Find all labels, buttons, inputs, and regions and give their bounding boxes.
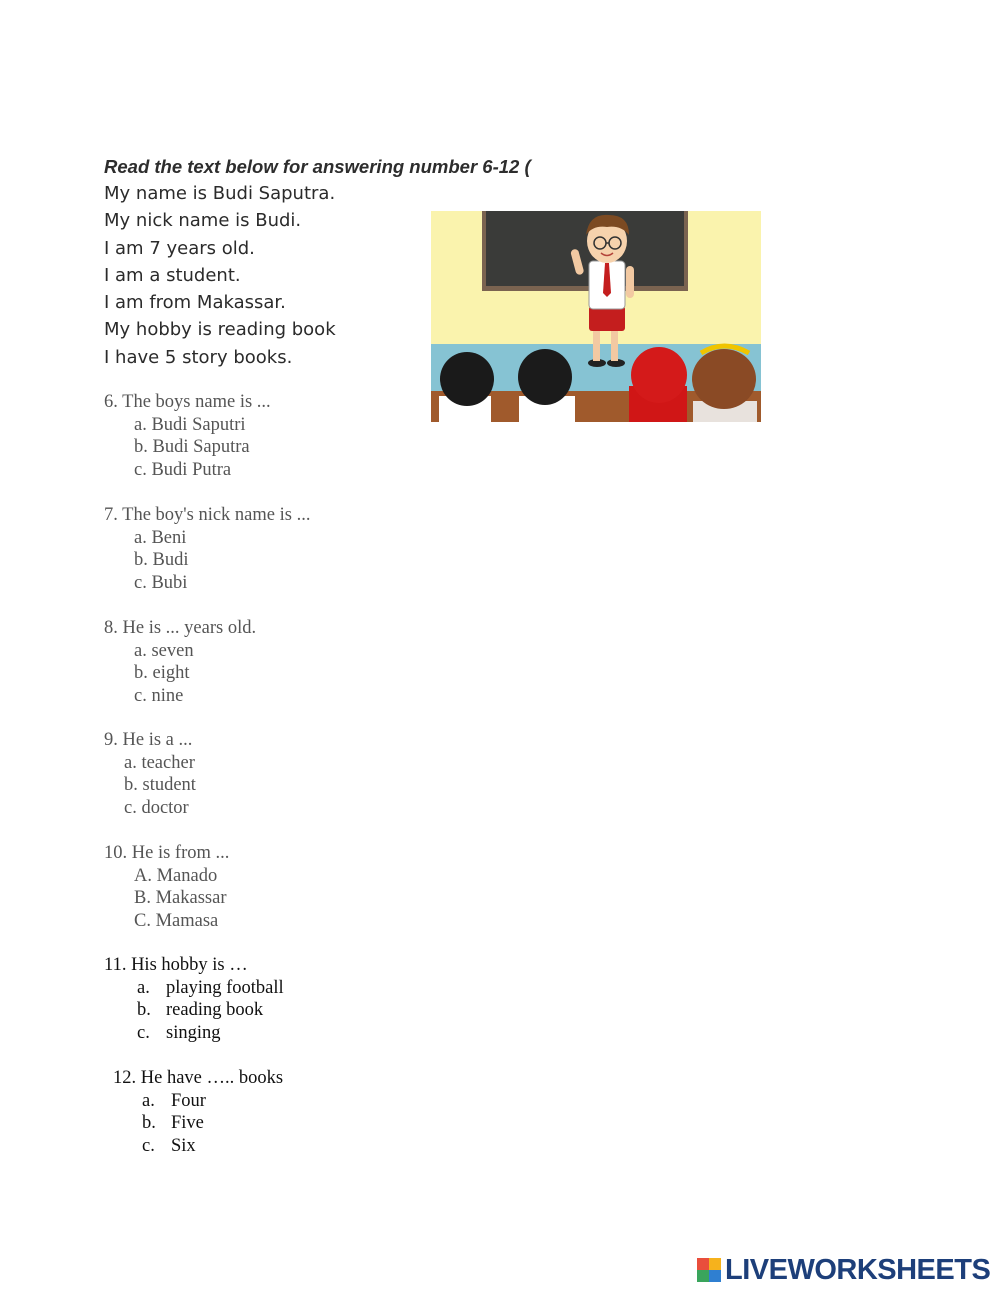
reading-instruction-heading: Read the text below for answering number 6-12 ( [104, 156, 531, 177]
answer-option[interactable]: b. Budi [134, 550, 189, 571]
answer-option[interactable]: a. Budi Saputri [134, 414, 246, 435]
question-9 [104, 729, 196, 819]
answer-option[interactable] [104, 1022, 284, 1045]
answer-option[interactable]: a. Beni [134, 527, 187, 548]
question-stem: 8. He is ... years old. [104, 618, 257, 638]
answer-option[interactable]: c. Bubi [134, 572, 188, 593]
option-letter: b. [137, 1000, 151, 1021]
option-text: Five [171, 1113, 204, 1134]
option-text: Four [171, 1090, 206, 1111]
option-text: Six [171, 1135, 196, 1156]
answer-option[interactable]: b. eight [134, 663, 190, 684]
option-text: playing football [166, 977, 284, 998]
answer-option[interactable]: a. seven [134, 640, 194, 661]
story-line: My hobby is reading book [104, 319, 336, 341]
question-12 [113, 1067, 283, 1157]
liveworksheets-logo [697, 1254, 990, 1286]
question-7 [104, 504, 310, 594]
answer-option[interactable] [113, 1112, 283, 1135]
option-text: reading book [166, 1000, 264, 1021]
classroom-illustration [431, 211, 761, 422]
question-stem: 9. He is a ... [104, 730, 193, 750]
question-10 [104, 842, 229, 932]
answer-option[interactable]: a. teacher [124, 752, 195, 773]
answer-option[interactable]: c. doctor [124, 797, 189, 818]
option-letter: a. [142, 1090, 155, 1111]
answer-option[interactable]: b. student [124, 775, 196, 796]
answer-option[interactable]: c. nine [134, 685, 184, 706]
question-8 [104, 617, 256, 707]
question-6 [104, 391, 271, 481]
answer-option[interactable] [104, 977, 284, 1000]
question-stem: 12. He have ….. books [113, 1068, 284, 1088]
answer-option[interactable]: A. Manado [134, 865, 218, 886]
option-letter: c. [142, 1135, 155, 1156]
question-stem: 11. His hobby is … [104, 955, 248, 975]
reading-passage [104, 180, 336, 371]
question-stem: 6. The boys name is ... [104, 392, 271, 412]
story-line: My name is Budi Saputra. [104, 183, 336, 204]
answer-option[interactable]: c. Budi Putra [134, 459, 232, 480]
answer-option[interactable] [104, 999, 284, 1022]
story-line: I am a student. [104, 264, 241, 286]
answer-option[interactable]: b. Budi Saputra [134, 437, 250, 458]
option-letter: a. [137, 977, 150, 998]
logo-text: LIVEWORKSHEETS [725, 1253, 991, 1286]
question-stem: 10. He is from ... [104, 843, 230, 863]
liveworksheets-logo-icon [697, 1258, 721, 1282]
answer-option[interactable] [113, 1135, 283, 1158]
option-text: singing [166, 1022, 221, 1043]
option-letter: c. [137, 1022, 150, 1043]
answer-option[interactable] [113, 1090, 283, 1113]
option-letter: b. [142, 1113, 156, 1134]
answer-option[interactable]: B. Makassar [134, 888, 227, 909]
story-line: My nick name is Budi. [104, 210, 302, 232]
question-11 [104, 954, 284, 1044]
question-stem: 7. The boy's nick name is ... [104, 505, 311, 525]
answer-option[interactable]: C. Mamasa [134, 910, 219, 931]
story-line: I am from Makassar. [104, 292, 286, 314]
story-line: I have 5 story books. [104, 346, 293, 368]
story-line: I am 7 years old. [104, 237, 255, 259]
